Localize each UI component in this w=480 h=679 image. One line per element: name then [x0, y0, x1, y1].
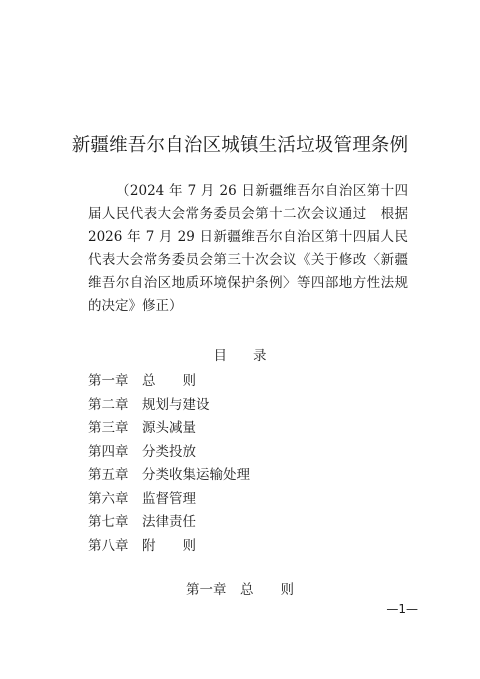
toc-item: 第三章 源头减量 [88, 420, 196, 436]
toc-item: 第八章 附 则 [88, 537, 196, 554]
toc-item: 第七章 法律责任 [88, 514, 196, 530]
toc-item: 第六章 监督管理 [88, 490, 196, 507]
chapter-heading: 第一章 总 则 [186, 582, 294, 598]
page-number: —1— [386, 602, 418, 616]
toc-item: 第四章 分类投放 [88, 443, 196, 460]
toc-heading: 目录 [213, 348, 293, 364]
table-of-contents [88, 370, 250, 558]
toc-item: 第一章 总 则 [88, 373, 196, 389]
preamble-paragraph: （2024 年 7 月 26 日新疆维吾尔自治区第十四届人民代表大会常务委员会第十二次会议通过 根据 2026 年 7 月 29 日新疆维吾尔自治区第十四届人民代表大会常务委员会第三十次会议《关于修改〈新疆维吾尔自治区地质环境保护条例〉等四部地方性法规的决定》修正） [88, 183, 408, 314]
toc-item: 第五章 分类收集运输处理 [88, 467, 250, 483]
document-title: 新疆维吾尔自治区城镇生活垃圾管理条例 [71, 135, 409, 156]
toc-item: 第二章 规划与建设 [88, 396, 210, 413]
